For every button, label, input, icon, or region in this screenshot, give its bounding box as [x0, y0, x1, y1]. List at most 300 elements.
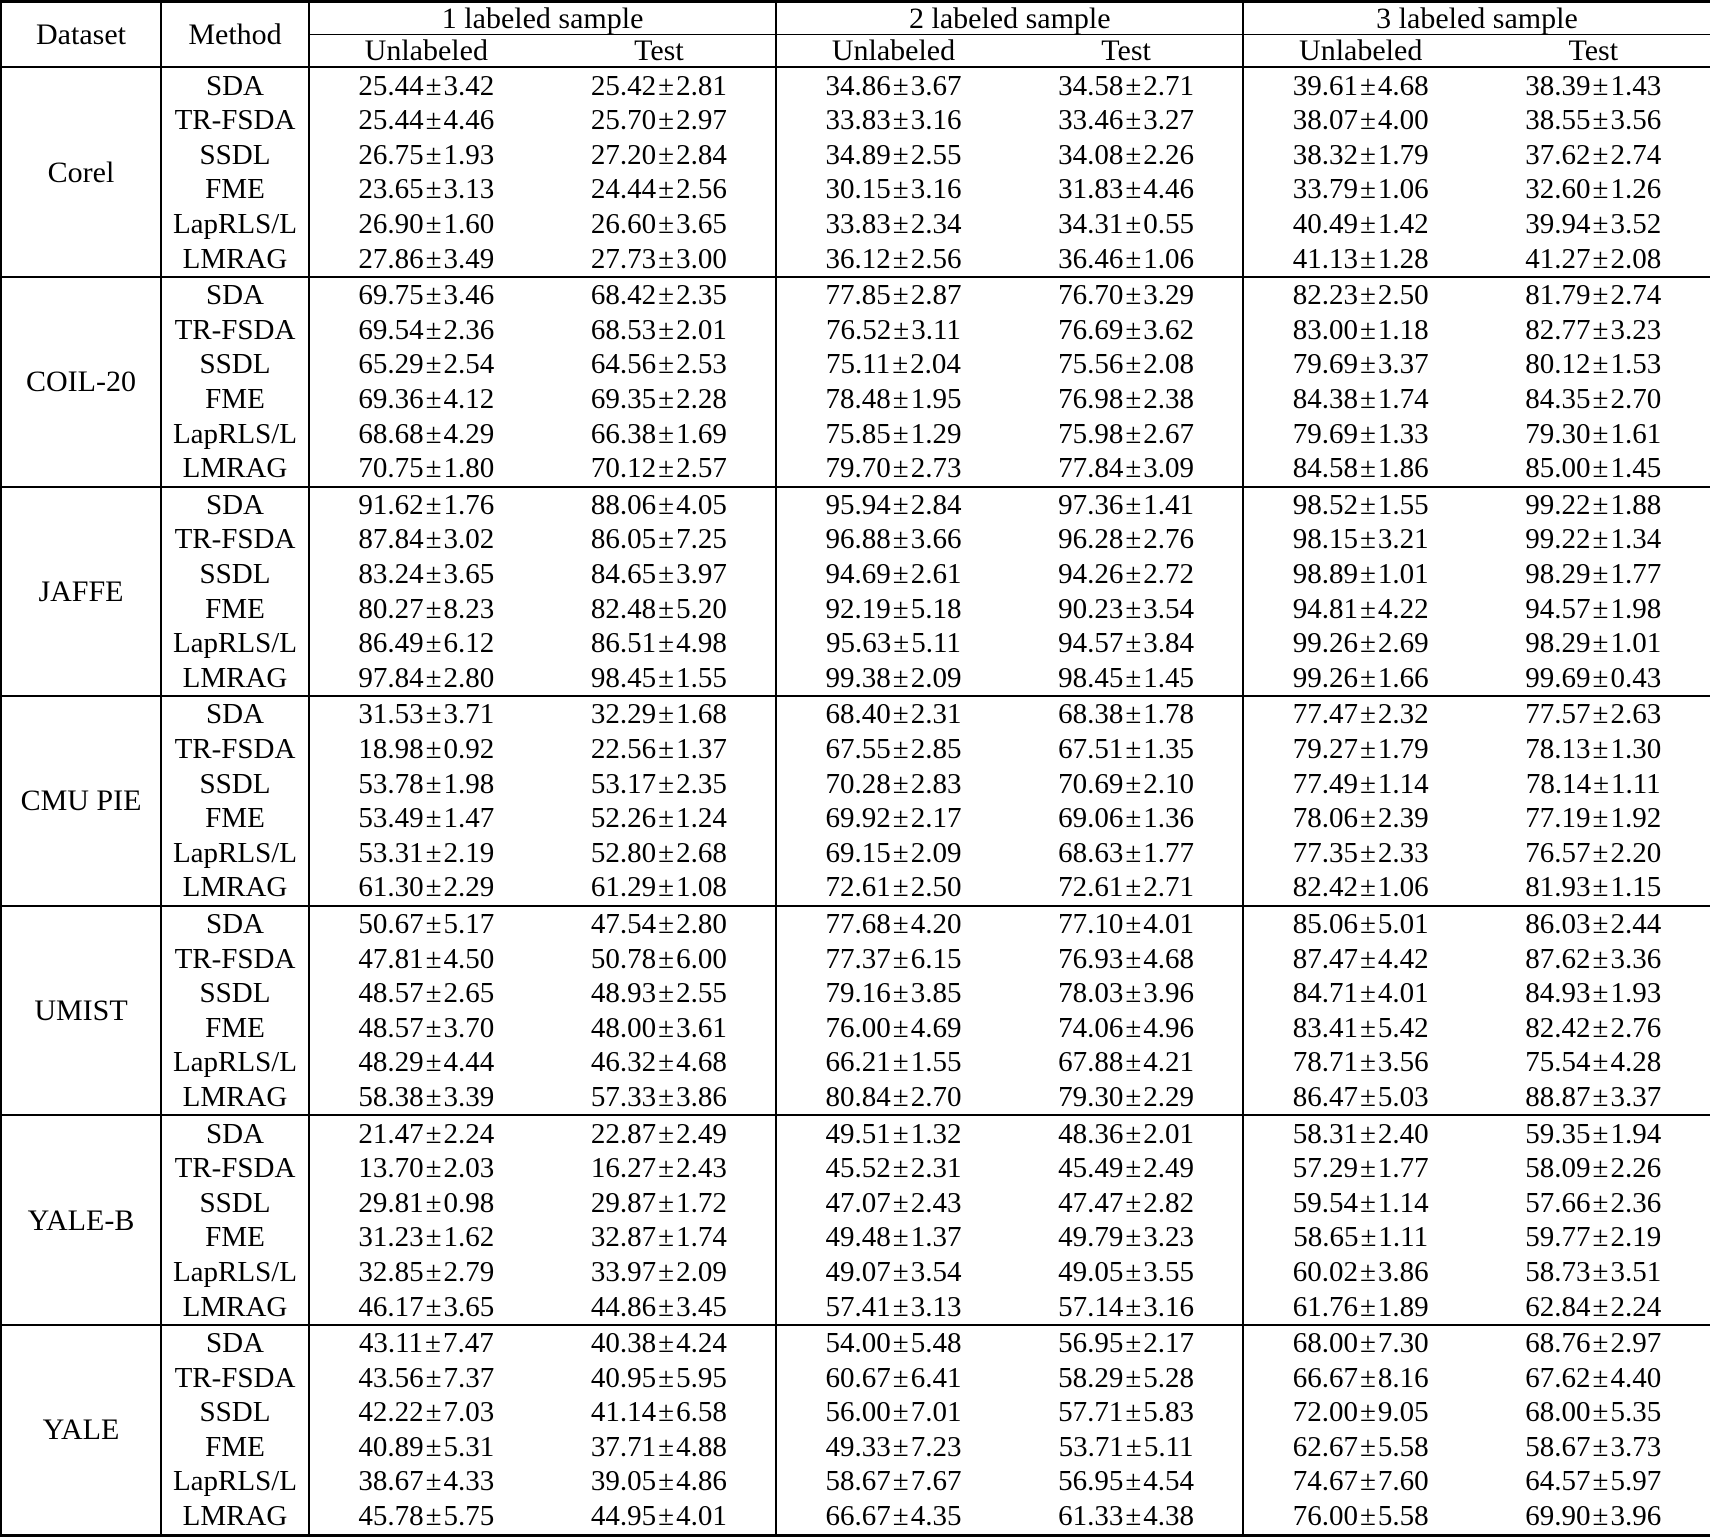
- result-mean: 78.13: [1525, 733, 1591, 766]
- result-cell: [543, 1289, 777, 1325]
- result-stddev: 2.26: [1143, 138, 1195, 171]
- plus-minus-icon: ±: [1359, 279, 1376, 312]
- table-row: [1, 732, 1710, 767]
- plus-minus-icon: ±: [892, 1465, 909, 1498]
- result-cell: [1477, 1464, 1710, 1499]
- result-cell: [1243, 1361, 1477, 1396]
- result-mean: 48.00: [590, 1011, 657, 1044]
- result-stddev: 2.31: [910, 698, 962, 731]
- plus-minus-icon: ±: [892, 977, 909, 1010]
- result-stddev: 1.01: [1610, 627, 1662, 660]
- table-row: [1, 1220, 1710, 1255]
- result-mean: 67.55: [825, 733, 891, 766]
- result-mean: 86.03: [1525, 908, 1591, 941]
- result-cell: [1243, 67, 1477, 103]
- result-mean: 90.23: [1058, 592, 1124, 625]
- result-stddev: 3.97: [676, 558, 727, 590]
- result-mean: 53.17: [590, 767, 657, 800]
- method-name-cell: LapRLS/L: [161, 1255, 309, 1290]
- result-mean: 48.36: [1058, 1117, 1124, 1150]
- result-stddev: 1.28: [1377, 242, 1429, 275]
- plus-minus-icon: ±: [425, 313, 442, 346]
- subheader-unlabeled-2: Unlabeled: [776, 35, 1010, 68]
- plus-minus-icon: ±: [893, 313, 910, 346]
- result-cell: [1477, 1220, 1710, 1255]
- result-cell: [1477, 1255, 1710, 1290]
- result-stddev: 2.08: [1143, 348, 1195, 381]
- table-row: [1, 416, 1710, 451]
- plus-minus-icon: ±: [658, 1500, 675, 1533]
- result-cell: [1243, 277, 1477, 313]
- result-mean: 64.56: [590, 348, 657, 381]
- result-stddev: 4.40: [1610, 1361, 1662, 1394]
- result-cell: [776, 801, 1010, 836]
- plus-minus-icon: ±: [1592, 207, 1609, 240]
- result-stddev: 3.29: [1143, 279, 1195, 312]
- result-cell: [543, 451, 777, 487]
- result-stddev: 5.97: [1610, 1465, 1662, 1498]
- result-mean: 66.38: [590, 417, 657, 450]
- plus-minus-icon: ±: [1592, 1430, 1609, 1463]
- result-mean: 53.71: [1058, 1430, 1124, 1463]
- plus-minus-icon: ±: [425, 1255, 442, 1288]
- result-stddev: 2.01: [676, 313, 727, 346]
- result-cell: [776, 522, 1010, 557]
- plus-minus-icon: ±: [1592, 1046, 1609, 1079]
- result-stddev: 3.49: [443, 242, 495, 275]
- plus-minus-icon: ±: [658, 661, 675, 694]
- result-stddev: 3.45: [676, 1290, 727, 1323]
- result-stddev: 2.03: [443, 1152, 495, 1185]
- result-stddev: 1.45: [1610, 452, 1662, 485]
- result-mean: 72.00: [1292, 1396, 1358, 1429]
- result-mean: 68.76: [1525, 1327, 1591, 1360]
- table-row: [1, 1289, 1710, 1325]
- plus-minus-icon: ±: [658, 452, 675, 485]
- result-mean: 70.12: [590, 452, 657, 485]
- result-stddev: 2.38: [1143, 382, 1195, 415]
- result-stddev: 1.32: [910, 1117, 962, 1150]
- result-mean: 48.29: [358, 1046, 424, 1079]
- method-name-cell: FME: [161, 172, 309, 207]
- result-mean: 68.53: [590, 313, 657, 346]
- plus-minus-icon: ±: [1359, 592, 1376, 625]
- result-stddev: 2.81: [676, 69, 727, 102]
- plus-minus-icon: ±: [1592, 1221, 1609, 1254]
- result-mean: 62.84: [1525, 1290, 1591, 1323]
- result-cell: [1243, 451, 1477, 487]
- plus-minus-icon: ±: [1359, 558, 1376, 590]
- result-stddev: 1.77: [1377, 1152, 1429, 1185]
- plus-minus-icon: ±: [658, 1046, 675, 1079]
- result-stddev: 3.67: [910, 69, 962, 102]
- result-cell: [1243, 1045, 1477, 1080]
- plus-minus-icon: ±: [425, 1396, 442, 1429]
- result-mean: 49.07: [825, 1255, 891, 1288]
- result-cell: [776, 207, 1010, 242]
- plus-minus-icon: ±: [1592, 1500, 1609, 1533]
- result-cell: [1243, 382, 1477, 417]
- result-cell: [543, 487, 777, 523]
- result-cell: [1010, 138, 1244, 173]
- result-cell: [776, 347, 1010, 382]
- plus-minus-icon: ±: [1592, 69, 1609, 102]
- result-stddev: 1.37: [676, 733, 727, 766]
- result-mean: 59.35: [1525, 1117, 1591, 1150]
- result-stddev: 3.73: [1610, 1430, 1662, 1463]
- method-name-cell: TR-FSDA: [161, 941, 309, 976]
- plus-minus-icon: ±: [1359, 977, 1376, 1010]
- column-header-dataset: Dataset: [1, 2, 161, 68]
- plus-minus-icon: ±: [1592, 592, 1609, 625]
- result-cell: [1477, 766, 1710, 801]
- result-cell: [776, 660, 1010, 696]
- plus-minus-icon: ±: [658, 1011, 675, 1044]
- plus-minus-icon: ±: [892, 104, 909, 137]
- result-stddev: 1.55: [910, 1046, 962, 1079]
- result-stddev: 2.55: [910, 138, 962, 171]
- result-cell: [309, 451, 543, 487]
- plus-minus-icon: ±: [1125, 1011, 1142, 1044]
- result-cell: [309, 696, 543, 732]
- result-stddev: 2.19: [443, 836, 495, 869]
- result-stddev: 2.71: [1143, 69, 1195, 102]
- result-cell: [776, 1045, 1010, 1080]
- table-row: [1, 1325, 1710, 1361]
- result-stddev: 1.47: [443, 802, 495, 835]
- result-cell: [1477, 1186, 1710, 1221]
- plus-minus-icon: ±: [425, 558, 442, 590]
- table-row: [1, 277, 1710, 313]
- result-cell: [309, 732, 543, 767]
- result-stddev: 6.15: [910, 942, 962, 975]
- plus-minus-icon: ±: [1359, 523, 1376, 556]
- result-mean: 84.71: [1292, 977, 1358, 1010]
- result-cell: [1477, 416, 1710, 451]
- result-cell: [776, 172, 1010, 207]
- result-cell: [309, 1464, 543, 1499]
- method-name-cell: SDA: [161, 906, 309, 942]
- result-mean: 34.08: [1058, 138, 1124, 171]
- result-cell: [543, 1430, 777, 1465]
- result-stddev: 2.76: [1610, 1011, 1662, 1044]
- plus-minus-icon: ±: [658, 417, 675, 450]
- result-mean: 49.48: [825, 1221, 891, 1254]
- plus-minus-icon: ±: [1125, 1046, 1142, 1079]
- result-mean: 25.42: [590, 69, 657, 102]
- result-cell: [309, 313, 543, 348]
- result-cell: [1243, 1464, 1477, 1499]
- plus-minus-icon: ±: [1592, 104, 1609, 137]
- result-mean: 56.00: [825, 1396, 891, 1429]
- result-stddev: 1.11: [1378, 1221, 1429, 1254]
- result-stddev: 1.93: [1610, 977, 1662, 1010]
- dataset-name-cell: COIL-20: [1, 277, 161, 487]
- plus-minus-icon: ±: [892, 661, 909, 694]
- method-name-cell: SSDL: [161, 1186, 309, 1221]
- result-cell: [776, 1361, 1010, 1396]
- result-stddev: 2.17: [910, 802, 962, 835]
- table-row: [1, 591, 1710, 626]
- result-cell: [1243, 207, 1477, 242]
- result-stddev: 2.49: [1143, 1152, 1195, 1185]
- plus-minus-icon: ±: [425, 1430, 442, 1463]
- result-stddev: 7.67: [910, 1465, 962, 1498]
- plus-minus-icon: ±: [425, 1011, 442, 1044]
- plus-minus-icon: ±: [892, 452, 909, 485]
- result-cell: [1477, 1080, 1710, 1116]
- plus-minus-icon: ±: [1125, 1117, 1142, 1150]
- result-stddev: 2.70: [1610, 382, 1662, 415]
- result-mean: 47.47: [1058, 1186, 1124, 1219]
- result-cell: [309, 591, 543, 626]
- result-mean: 38.32: [1292, 138, 1358, 171]
- method-name-cell: LMRAG: [161, 870, 309, 906]
- result-cell: [1010, 941, 1244, 976]
- result-mean: 77.35: [1292, 836, 1358, 869]
- result-mean: 77.57: [1525, 698, 1591, 731]
- plus-minus-icon: ±: [658, 627, 675, 660]
- plus-minus-icon: ±: [1592, 1361, 1609, 1394]
- result-stddev: 2.84: [910, 488, 962, 521]
- plus-minus-icon: ±: [1592, 523, 1609, 556]
- result-stddev: 0.92: [443, 733, 495, 766]
- result-mean: 94.69: [825, 558, 891, 590]
- result-mean: 69.75: [358, 279, 424, 312]
- result-mean: 94.26: [1058, 558, 1124, 590]
- result-mean: 48.57: [358, 1011, 424, 1044]
- plus-minus-icon: ±: [1592, 1396, 1609, 1429]
- result-stddev: 3.66: [910, 523, 962, 556]
- plus-minus-icon: ±: [1592, 488, 1609, 521]
- result-cell: [1477, 1011, 1710, 1046]
- method-name-cell: SSDL: [161, 557, 309, 592]
- result-mean: 46.32: [590, 1046, 657, 1079]
- plus-minus-icon: ±: [425, 417, 442, 450]
- plus-minus-icon: ±: [425, 104, 442, 137]
- result-stddev: 9.05: [1377, 1396, 1429, 1429]
- result-mean: 36.46: [1058, 242, 1124, 275]
- result-mean: 34.31: [1058, 207, 1124, 240]
- plus-minus-icon: ±: [1359, 1255, 1376, 1288]
- result-stddev: 5.18: [910, 592, 962, 625]
- table-row: [1, 1395, 1710, 1430]
- result-mean: 69.06: [1058, 802, 1124, 835]
- result-stddev: 2.72: [1143, 558, 1195, 590]
- result-stddev: 2.80: [443, 661, 495, 694]
- plus-minus-icon: ±: [1592, 942, 1609, 975]
- result-mean: 80.84: [825, 1080, 891, 1113]
- table-row: [1, 347, 1710, 382]
- plus-minus-icon: ±: [425, 1046, 442, 1079]
- result-cell: [1243, 1186, 1477, 1221]
- result-cell: [309, 1325, 543, 1361]
- result-stddev: 1.62: [443, 1221, 495, 1254]
- result-cell: [1010, 103, 1244, 138]
- plus-minus-icon: ±: [1359, 173, 1376, 206]
- result-mean: 59.54: [1292, 1186, 1358, 1219]
- result-stddev: 1.92: [1610, 802, 1662, 835]
- result-stddev: 1.14: [1377, 1186, 1429, 1219]
- plus-minus-icon: ±: [658, 942, 675, 975]
- result-cell: [1477, 67, 1710, 103]
- result-cell: [1010, 626, 1244, 661]
- result-stddev: 1.94: [1610, 1117, 1662, 1150]
- plus-minus-icon: ±: [1125, 733, 1142, 766]
- result-cell: [1243, 1430, 1477, 1465]
- result-cell: [1477, 172, 1710, 207]
- result-stddev: 2.36: [443, 313, 495, 346]
- result-cell: [543, 1011, 777, 1046]
- result-mean: 49.79: [1058, 1221, 1124, 1254]
- plus-minus-icon: ±: [1592, 348, 1609, 381]
- plus-minus-icon: ±: [1125, 452, 1142, 485]
- result-stddev: 3.51: [1610, 1255, 1662, 1288]
- method-name-cell: SSDL: [161, 976, 309, 1011]
- result-mean: 72.61: [1058, 871, 1124, 904]
- result-mean: 54.00: [825, 1327, 891, 1360]
- result-stddev: 4.24: [676, 1327, 727, 1360]
- result-mean: 82.42: [1525, 1011, 1591, 1044]
- result-stddev: 3.23: [1143, 1221, 1195, 1254]
- plus-minus-icon: ±: [892, 1361, 909, 1394]
- result-mean: 75.85: [825, 417, 891, 450]
- plus-minus-icon: ±: [658, 767, 675, 800]
- result-cell: [776, 487, 1010, 523]
- result-stddev: 2.32: [1377, 698, 1429, 731]
- method-name-cell: SDA: [161, 277, 309, 313]
- result-stddev: 1.08: [676, 871, 727, 904]
- result-stddev: 4.33: [443, 1465, 495, 1498]
- result-mean: 75.98: [1058, 417, 1124, 450]
- result-mean: 26.90: [358, 207, 424, 240]
- result-mean: 69.90: [1525, 1500, 1591, 1533]
- result-cell: [1243, 1220, 1477, 1255]
- result-cell: [1243, 626, 1477, 661]
- result-mean: 49.33: [825, 1430, 891, 1463]
- plus-minus-icon: ±: [1125, 1430, 1142, 1463]
- result-mean: 22.56: [590, 733, 657, 766]
- plus-minus-icon: ±: [658, 802, 675, 835]
- plus-minus-icon: ±: [1592, 836, 1609, 869]
- result-mean: 50.67: [358, 908, 424, 941]
- method-name-cell: SDA: [161, 696, 309, 732]
- result-mean: 76.69: [1058, 313, 1124, 346]
- result-mean: 99.22: [1525, 523, 1591, 556]
- result-cell: [543, 906, 777, 942]
- plus-minus-icon: ±: [425, 1152, 442, 1185]
- result-cell: [309, 1395, 543, 1430]
- plus-minus-icon: ±: [425, 942, 442, 975]
- result-stddev: 2.04: [910, 348, 961, 381]
- result-cell: [309, 67, 543, 103]
- result-mean: 76.98: [1058, 382, 1124, 415]
- plus-minus-icon: ±: [892, 138, 909, 171]
- result-stddev: 3.61: [676, 1011, 727, 1044]
- result-mean: 69.35: [590, 382, 657, 415]
- result-cell: [543, 1151, 777, 1186]
- result-stddev: 2.09: [676, 1255, 727, 1288]
- result-mean: 78.48: [825, 382, 891, 415]
- result-cell: [1243, 1289, 1477, 1325]
- table-header: [1, 2, 1710, 68]
- plus-minus-icon: ±: [425, 802, 442, 835]
- result-mean: 46.17: [358, 1290, 424, 1323]
- result-mean: 88.06: [590, 488, 657, 521]
- result-stddev: 1.01: [1377, 558, 1429, 590]
- method-name-cell: FME: [161, 1430, 309, 1465]
- result-mean: 38.55: [1525, 104, 1591, 137]
- result-cell: [1477, 1115, 1710, 1151]
- result-cell: [776, 591, 1010, 626]
- result-cell: [1477, 522, 1710, 557]
- result-stddev: 1.80: [443, 452, 495, 485]
- plus-minus-icon: ±: [658, 977, 675, 1010]
- result-mean: 99.22: [1525, 488, 1591, 521]
- result-cell: [776, 1115, 1010, 1151]
- result-stddev: 1.14: [1377, 767, 1429, 800]
- result-cell: [776, 870, 1010, 906]
- result-stddev: 2.35: [676, 279, 727, 312]
- plus-minus-icon: ±: [1592, 871, 1609, 904]
- result-mean: 43.11: [358, 1327, 424, 1360]
- subheader-unlabeled-1: Unlabeled: [309, 35, 543, 68]
- result-cell: [1243, 660, 1477, 696]
- plus-minus-icon: ±: [658, 1290, 675, 1323]
- result-cell: [776, 382, 1010, 417]
- result-mean: 66.67: [1292, 1361, 1358, 1394]
- plus-minus-icon: ±: [1125, 1186, 1142, 1219]
- result-stddev: 3.16: [910, 173, 962, 206]
- result-cell: [1010, 1395, 1244, 1430]
- plus-minus-icon: ±: [1359, 1290, 1376, 1323]
- result-stddev: 2.83: [910, 767, 962, 800]
- table-row: [1, 941, 1710, 976]
- result-mean: 86.05: [590, 523, 657, 556]
- method-name-cell: SDA: [161, 487, 309, 523]
- table-row: [1, 1151, 1710, 1186]
- plus-minus-icon: ±: [893, 627, 910, 660]
- plus-minus-icon: ±: [1125, 279, 1142, 312]
- result-mean: 49.05: [1058, 1255, 1124, 1288]
- plus-minus-icon: ±: [425, 173, 442, 206]
- plus-minus-icon: ±: [892, 1500, 909, 1533]
- result-mean: 25.44: [358, 104, 424, 137]
- result-mean: 18.98: [358, 733, 424, 766]
- result-mean: 88.87: [1525, 1080, 1591, 1113]
- result-cell: [309, 277, 543, 313]
- result-cell: [309, 1186, 543, 1221]
- result-cell: [543, 1186, 777, 1221]
- result-mean: 68.38: [1058, 698, 1124, 731]
- result-cell: [543, 801, 777, 836]
- method-name-cell: LapRLS/L: [161, 207, 309, 242]
- plus-minus-icon: ±: [1592, 382, 1609, 415]
- result-cell: [543, 870, 777, 906]
- result-stddev: 2.61: [910, 558, 962, 590]
- result-mean: 57.71: [1058, 1396, 1124, 1429]
- plus-minus-icon: ±: [425, 452, 442, 485]
- plus-minus-icon: ±: [658, 1465, 675, 1498]
- result-stddev: 6.00: [676, 942, 727, 975]
- result-mean: 94.81: [1292, 592, 1358, 625]
- result-stddev: 3.09: [1143, 452, 1195, 485]
- result-mean: 82.23: [1292, 279, 1358, 312]
- result-stddev: 6.41: [910, 1361, 962, 1394]
- plus-minus-icon: ±: [658, 1080, 675, 1113]
- subheader-test-3: Test: [1477, 35, 1710, 68]
- result-cell: [1243, 1325, 1477, 1361]
